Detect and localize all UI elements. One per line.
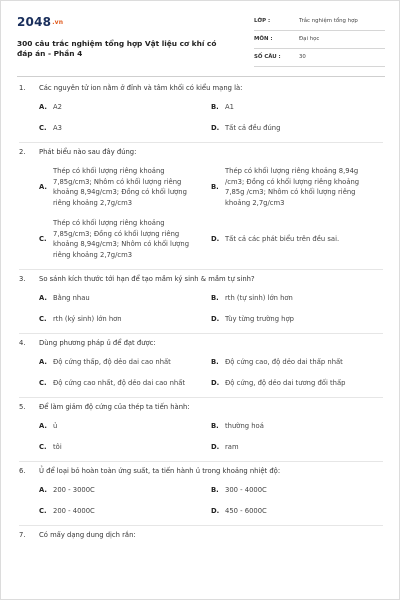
option-text: 200 - 4000C — [53, 506, 95, 515]
option-letter: C. — [39, 378, 47, 387]
option-text: Tùy từng trường hợp — [225, 314, 294, 323]
meta-value: 30 — [299, 54, 306, 60]
answer-option[interactable] — [211, 352, 383, 373]
option-text: A2 — [53, 103, 62, 111]
option-letter: B. — [211, 486, 219, 494]
option-text: ram — [225, 442, 239, 451]
meta-label: LỚP : — [254, 18, 271, 24]
option-text: rth (tự sinh) lớn hơn — [225, 294, 293, 302]
question — [19, 272, 383, 334]
question-divider — [19, 461, 383, 462]
answer-option[interactable] — [211, 416, 383, 437]
option-letter: C. — [39, 506, 47, 515]
option-letter: D. — [211, 314, 220, 323]
question-prompt: Phát biểu nào sau đây đúng: — [39, 148, 137, 156]
option-letter: B. — [211, 294, 219, 302]
option-letter: B. — [211, 182, 219, 191]
option-text: 200 - 3000C — [53, 486, 95, 494]
question-text — [19, 81, 383, 97]
option-letter: A. — [39, 182, 47, 191]
logo-main-text: 2048 — [17, 15, 52, 29]
option-text: rth (ký sinh) lớn hơn — [53, 314, 122, 323]
answer-option[interactable] — [39, 288, 211, 309]
document-title: 300 câu trắc nghiệm tổng hợp Vật liệu cơ khí có đáp án - Phần 4 — [17, 39, 217, 58]
answer-option[interactable] — [211, 118, 383, 139]
option-letter: D. — [211, 234, 220, 243]
question-text — [19, 272, 383, 288]
option-text: Thép có khối lượng riêng khoảng 8,94g /cm3; Đồng có khối lượng riêng khoảng 7,85g /cm3; Nhôm có khối lượng riêng khoảng 2,7g/cm3 — [225, 167, 360, 207]
meta-row-class — [254, 17, 385, 31]
answer-option[interactable] — [211, 501, 383, 522]
question-number: 7. — [19, 531, 26, 539]
option-text: Thép có khối lượng riêng khoảng 7,85g/cm3; Nhôm có khối lượng riêng khoảng 8,94g/cm3; Đồng có khối lượng riêng khoảng 2,7g/cm3 — [53, 167, 187, 207]
question-number: 6. — [19, 467, 26, 475]
option-letter: D. — [211, 378, 220, 387]
option-list — [19, 352, 383, 393]
option-letter: D. — [211, 442, 220, 451]
option-text: Thép có khối lượng riêng khoảng 7,85g/cm3; Đồng có khối lượng riêng khoảng 8,94g/cm3; Nhôm có khối lượng riêng khoảng 2,7g/cm3 — [53, 219, 190, 259]
option-letter: D. — [211, 123, 220, 132]
meta-row-count — [254, 53, 385, 67]
site-logo[interactable] — [17, 15, 63, 29]
question-divider — [19, 142, 383, 143]
meta-row-subject — [254, 35, 385, 49]
answer-option[interactable] — [211, 97, 383, 118]
answer-option[interactable] — [39, 213, 211, 265]
option-letter: A. — [39, 486, 47, 494]
answer-option[interactable] — [39, 309, 211, 330]
option-text: Độ cứng thấp, độ dẻo dai cao nhất — [53, 358, 171, 366]
option-text: A1 — [225, 103, 234, 111]
answer-option[interactable] — [39, 161, 211, 213]
option-list — [19, 161, 383, 265]
question-list — [19, 81, 383, 546]
question — [19, 336, 383, 398]
answer-option[interactable] — [211, 288, 383, 309]
option-letter: A. — [39, 103, 47, 111]
document-meta — [254, 17, 385, 71]
question-text — [19, 400, 383, 416]
answer-option[interactable] — [39, 352, 211, 373]
option-list — [19, 480, 383, 521]
answer-option[interactable] — [211, 373, 383, 394]
question-prompt: Ủ để loại bỏ hoàn toàn ứng suất, ta tiến hành ủ trong khoảng nhiệt độ: — [39, 467, 281, 475]
question-prompt: So sánh kích thước tới hạn để tạo mầm ký sinh & mầm tự sinh? — [39, 275, 255, 283]
question — [19, 400, 383, 462]
question-number: 1. — [19, 84, 26, 92]
option-letter: D. — [211, 506, 220, 515]
option-text: Độ cứng cao nhất, độ dẻo dai cao nhất — [53, 378, 186, 387]
question-divider — [19, 333, 383, 334]
meta-label: SỐ CÂU : — [254, 54, 281, 60]
option-letter: A. — [39, 358, 47, 366]
option-list — [19, 288, 383, 329]
question-text — [19, 528, 383, 544]
option-text: 450 - 6000C — [225, 506, 267, 515]
logo-suffix-text: .vn — [52, 19, 64, 26]
option-text: Tất cả đều đúng — [225, 123, 281, 132]
meta-label: MÔN : — [254, 36, 273, 42]
question-number: 2. — [19, 148, 26, 156]
header-divider — [17, 76, 385, 77]
question-prompt: Để làm giảm độ cứng của thép ta tiến hành: — [39, 403, 190, 411]
question-text — [19, 464, 383, 480]
option-text: ủ — [53, 422, 58, 430]
option-letter: B. — [211, 103, 219, 111]
question-divider — [19, 269, 383, 270]
option-text: Tất cả các phát biểu trên đều sai. — [225, 234, 340, 243]
answer-option[interactable] — [39, 501, 211, 522]
question-number: 4. — [19, 339, 26, 347]
option-letter: B. — [211, 358, 219, 366]
answer-option[interactable] — [39, 373, 211, 394]
question — [19, 81, 383, 143]
option-letter: C. — [39, 234, 47, 243]
option-letter: C. — [39, 314, 47, 323]
option-letter: B. — [211, 422, 219, 430]
answer-option[interactable] — [211, 437, 383, 458]
question-text — [19, 145, 383, 161]
question-divider — [19, 525, 383, 526]
question-text — [19, 336, 383, 352]
question-prompt: Các nguyên tử ion nằm ở đỉnh và tâm khối có kiểu mạng là: — [39, 84, 243, 92]
question-divider — [19, 397, 383, 398]
question-prompt: Có mấy dạng dung dịch rắn: — [39, 531, 136, 539]
question — [19, 145, 383, 270]
answer-option[interactable] — [211, 309, 383, 330]
option-text: Độ cứng cao, độ dẻo dai thấp nhất — [225, 358, 343, 366]
option-letter: C. — [39, 123, 47, 132]
question-number: 5. — [19, 403, 26, 411]
option-list — [19, 97, 383, 138]
question-prompt: Dùng phương pháp ủ để đạt được: — [39, 339, 156, 347]
answer-option[interactable] — [39, 416, 211, 437]
option-letter: C. — [39, 442, 47, 451]
option-text: A3 — [53, 123, 62, 132]
option-text: Bằng nhau — [53, 294, 90, 302]
answer-option[interactable] — [211, 480, 383, 501]
question-number: 3. — [19, 275, 26, 283]
question — [19, 464, 383, 526]
answer-option[interactable] — [211, 213, 383, 265]
document-header — [17, 13, 385, 73]
option-text: thường hoá — [225, 422, 264, 430]
option-letter: A. — [39, 422, 47, 430]
option-list — [19, 416, 383, 457]
answer-option[interactable] — [211, 161, 383, 213]
option-text: Độ cứng, độ dẻo dai tương đối thấp — [225, 378, 346, 387]
option-text: tôi — [53, 442, 62, 451]
answer-option[interactable] — [39, 97, 211, 118]
meta-value: Đại học — [299, 36, 320, 42]
answer-option[interactable] — [39, 480, 211, 501]
question — [19, 528, 383, 544]
answer-option[interactable] — [39, 437, 211, 458]
option-letter: A. — [39, 294, 47, 302]
meta-value: Trắc nghiệm tổng hợp — [299, 18, 358, 24]
option-text: 300 - 4000C — [225, 486, 267, 494]
answer-option[interactable] — [39, 118, 211, 139]
